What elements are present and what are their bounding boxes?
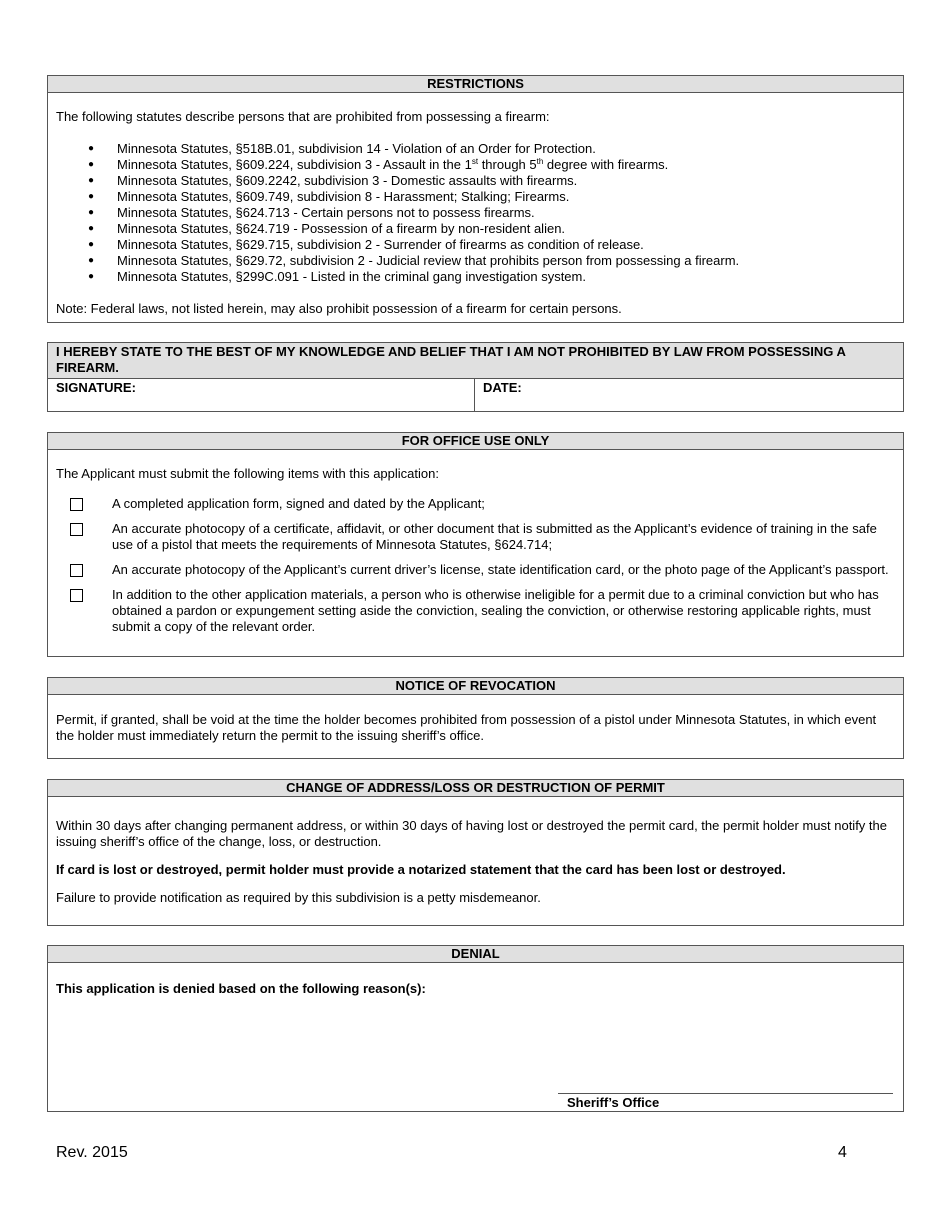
bullet-icon: ● bbox=[88, 191, 95, 202]
office-use-header: FOR OFFICE USE ONLY bbox=[48, 433, 903, 450]
checklist-item: An accurate photocopy of the Applicant’s current driver’s license, state identification card, or the photo page of the Applicant’s passport. bbox=[56, 562, 895, 578]
denial-header: DENIAL bbox=[48, 946, 903, 963]
page-number: 4 bbox=[838, 1144, 847, 1161]
checkbox[interactable] bbox=[70, 564, 83, 577]
list-item: ● Minnesota Statutes, §629.715, subdivision 2 - Surrender of firearms as condition of release. bbox=[88, 237, 644, 252]
restrictions-note: Note: Federal laws, not listed herein, may also prohibit possession of a firearm for certain persons. bbox=[56, 301, 622, 316]
bullet-icon: ● bbox=[88, 255, 95, 266]
sheriff-office-label: Sheriff’s Office bbox=[567, 1095, 660, 1110]
signature-label: SIGNATURE: bbox=[56, 380, 136, 395]
denial-text: This application is denied based on the following reason(s): bbox=[56, 981, 426, 996]
bullet-icon: ● bbox=[88, 143, 95, 154]
list-item: ● Minnesota Statutes, §609.224, subdivision 3 - Assault in the 1st through 5th degree with firearms. bbox=[88, 157, 669, 172]
bullet-icon: ● bbox=[88, 271, 95, 282]
list-item: ● Minnesota Statutes, §629.72, subdivision 2 - Judicial review that prohibits person from possessing a firearm. bbox=[88, 253, 740, 268]
statement-text: I HEREBY STATE TO THE BEST OF MY KNOWLEDGE AND BELIEF THAT I AM NOT PROHIBITED BY LAW FROM POSSESSING A FIREARM. bbox=[48, 343, 903, 379]
list-item: ● Minnesota Statutes, §609.2242, subdivision 3 - Domestic assaults with firearms. bbox=[88, 173, 578, 188]
checklist-item: In addition to the other application materials, a person who is otherwise ineligible for a permit due to a criminal conviction but who has obtained a pardon or expungement setting aside the conviction, sealing the conviction, or otherwise restoring applicable rights, must submit a copy of the relevant order. bbox=[56, 587, 895, 635]
bullet-icon: ● bbox=[88, 175, 95, 186]
list-item: ● Minnesota Statutes, §624.719 - Possession of a firearm by non-resident alien. bbox=[88, 221, 566, 236]
sheriff-signature-line bbox=[558, 1093, 893, 1094]
restrictions-section bbox=[47, 75, 904, 323]
list-item: ● Minnesota Statutes, §624.713 - Certain persons not to possess firearms. bbox=[88, 205, 535, 220]
change-of-address-section bbox=[47, 779, 904, 926]
statutes-list bbox=[56, 141, 895, 285]
checkbox[interactable] bbox=[70, 523, 83, 536]
checkbox[interactable] bbox=[70, 589, 83, 602]
denial-section bbox=[47, 945, 904, 1112]
signature-field[interactable] bbox=[48, 379, 475, 412]
checklist-item: An accurate photocopy of a certificate, affidavit, or other document that is submitted as the Applicant’s evidence of training in the safe use of a pistol that meets the requirements of Minnesota Statutes, §624.714; bbox=[56, 521, 895, 553]
list-item: ● Minnesota Statutes, §299C.091 - Listed in the criminal gang investigation system. bbox=[88, 269, 586, 284]
bullet-icon: ● bbox=[88, 207, 95, 218]
checkbox[interactable] bbox=[70, 498, 83, 511]
revocation-section bbox=[47, 677, 904, 759]
revocation-text: Permit, if granted, shall be void at the time the holder becomes prohibited from possession of a pistol under Minnesota Statutes, in which event the holder must immediately return the permit to the issuing sheriff’s office. bbox=[56, 712, 877, 743]
date-label: DATE: bbox=[483, 380, 522, 395]
restrictions-header: RESTRICTIONS bbox=[48, 76, 903, 93]
revocation-header: NOTICE OF REVOCATION bbox=[48, 678, 903, 695]
bullet-icon: ● bbox=[88, 239, 95, 250]
checklist-item: A completed application form, signed and dated by the Applicant; bbox=[56, 496, 895, 512]
change-text-2: If card is lost or destroyed, permit holder must provide a notarized statement that the card has been lost or destroyed. bbox=[56, 862, 786, 877]
list-item: ● Minnesota Statutes, §518B.01, subdivision 14 - Violation of an Order for Protection. bbox=[88, 141, 596, 156]
bullet-icon: ● bbox=[88, 223, 95, 234]
change-text-1: Within 30 days after changing permanent address, or within 30 days of having lost or destroyed the permit card, the permit holder must notify the issuing sheriff’s office of the change, loss, or destruction. bbox=[56, 818, 887, 849]
restrictions-intro: The following statutes describe persons that are prohibited from possessing a firearm: bbox=[56, 109, 550, 124]
signature-row bbox=[48, 379, 903, 412]
change-of-address-header: CHANGE OF ADDRESS/LOSS OR DESTRUCTION OF PERMIT bbox=[48, 780, 903, 797]
office-use-section bbox=[47, 432, 904, 657]
list-item: ● Minnesota Statutes, §609.749, subdivision 8 - Harassment; Stalking; Firearms. bbox=[88, 189, 570, 204]
bullet-icon: ● bbox=[88, 159, 95, 170]
revision-label: Rev. 2015 bbox=[56, 1144, 128, 1161]
statement-section bbox=[47, 342, 904, 412]
date-field[interactable] bbox=[475, 379, 903, 412]
office-use-intro: The Applicant must submit the following items with this application: bbox=[56, 466, 439, 481]
change-text-3: Failure to provide notification as required by this subdivision is a petty misdemeanor. bbox=[56, 890, 541, 905]
